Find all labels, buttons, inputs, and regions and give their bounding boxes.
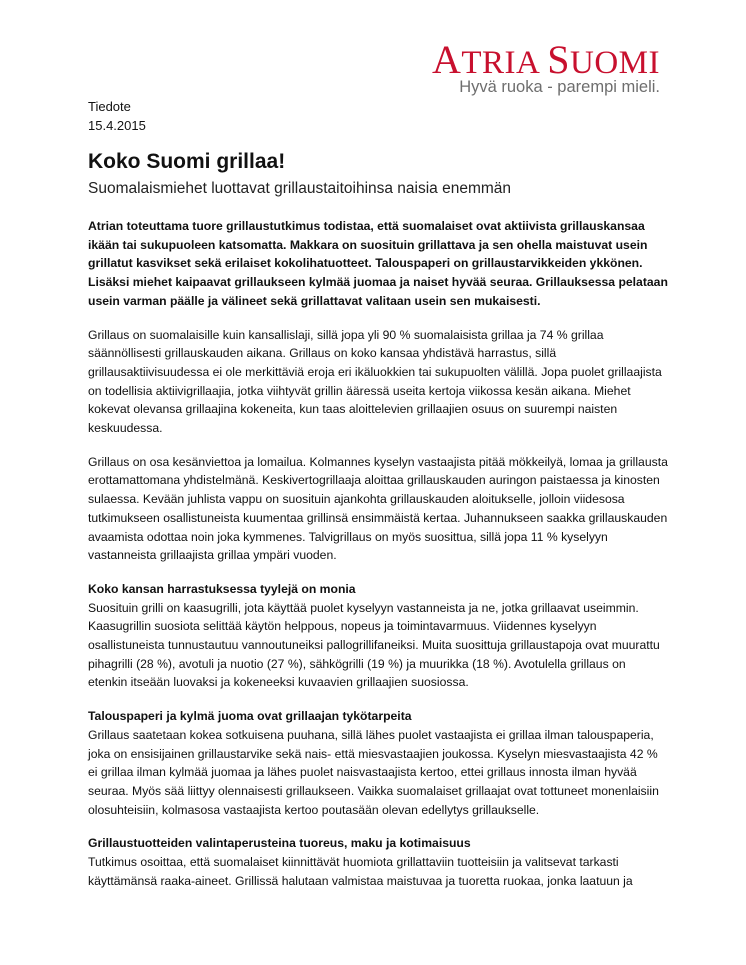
atria-suomi-logo xyxy=(420,38,670,104)
document-meta xyxy=(88,97,146,135)
document-date: 15.4.2015 xyxy=(88,118,146,133)
section-heading: Grillaustuotteiden valintaperusteina tuoreus, maku ja kotimaisuus xyxy=(88,836,471,851)
page-title: Koko Suomi grillaa! xyxy=(88,150,286,173)
article-body xyxy=(88,217,668,891)
logo-tagline: Hyvä ruoka - parempi mieli. xyxy=(459,78,660,96)
body-paragraph: Grillaus on suomalaisille kuin kansallislaji, sillä jopa yli 90 % suomalaisista grillaa ja 74 % grillaa säännöllisesti grillauskauden aikana. Grillaus on koko kansaa yhdistävä harrastus, sillä grillausaktiivisuudessa ei ole merkittäviä eroja eri ikäluokkien tai sukupuolten välillä. Jopa puolet grillaajista on todellisia aktiivigrillaajia, jotka viihtyvät grillin ääressä useita kertoja viikossa kesän aikana. Miehet kokevat olevansa grillaajina kokeneita, kun taas aloittelevien grillaajien osuus on suurempi naisten keskuudessa. xyxy=(88,327,662,436)
logo-brand-name: ATRIA SUOMI xyxy=(431,37,660,82)
lead-paragraph: Atrian toteuttama tuore grillaustutkimus todistaa, että suomalaiset ovat aktiivista grillauskansaa ikään tai sukupuoleen katsomatta. Makkara on suosituin grillattava ja sen ohella maistuvat usein grillatut kasvikset sekä erilaiset kokolihatuotteet. Talouspaperi on grillaustarvikkeiden ykkönen. Lisäksi miehet kaipaavat grillaukseen kylmää juomaa ja naiset hyvää seuraa. Grillauksessa pelataan usein varman päälle ja välineet sekä grillattavat valitaan usein sen mukaisesti. xyxy=(88,219,668,308)
section-paragraph: Grillaus saatetaan kokea sotkuisena puuhana, sillä lähes puolet vastaajista ei grillaa ilman talouspaperia, joka on ensisijainen grillaustarvike sekä nais- että miesvastaajien joukossa. Kyselyn miesvastaajista 42 % ei grillaa ilman kylmää juomaa ja lähes puolet naisvastaajista kertoo, ettei grillaus innosta ilman hyvää seuraa. Myös sää liittyy olennaisesti grillaukseen. Vaikka suomalaiset grillaajat ovat tottuneet monenlaisiin olosuhteisiin, kolmasosa vastaajista kertoo poutasään olevan edellytys grillaukselle. xyxy=(88,727,659,817)
page-subtitle: Suomalaismiehet luottavat grillaustaitoihinsa naisia enemmän xyxy=(88,180,512,197)
body-paragraph: Grillaus on osa kesänviettoa ja lomailua. Kolmannes kyselyn vastaajista pitää mökkeilyä, lomaa ja grillausta erottamattomana yhdistelmänä. Keskivertogrillaaja aloittaa grillauskauden auringon paistaessa ja kinosten sulaessa. Kevään juhlista vappu on suosituin ajankohta grillauskauden aloitukselle, jolloin viidesosa tutkimukseen osallistuneista kuumentaa grillinsä ensimmäistä kertaa. Juhannukseen saakka grillauskauden avaamista odottaa noin joka kymmenes. Talvigrillaus on myös suosittua, sillä jopa 11 % kyselyyn vastanneista grillaajista grillaa ympäri vuoden. xyxy=(88,454,668,563)
document-type: Tiedote xyxy=(88,99,131,114)
section-heading: Talouspaperi ja kylmä juoma ovat grillaajan tykötarpeita xyxy=(88,709,412,724)
section-paragraph: Tutkimus osoittaa, että suomalaiset kiinnittävät huomiota grillattaviin tuotteisiin ja valitsevat tarkasti käyttämänsä raaka-aineet. Grillissä halutaan valmistaa maistuvaa ja tuoretta ruokaa, jonka laatuun ja xyxy=(88,855,633,888)
section-heading: Koko kansan harrastuksessa tyylejä on monia xyxy=(88,581,356,596)
section-paragraph: Suosituin grilli on kaasugrilli, jota käyttää puolet kyselyyn vastanneista ja ne, jotka grillaavat useimmin. Kaasugrillin suosiota selittää käytön helppous, nopeus ja toimintavarmuus. Viidennes kyselyyn osallistuneista tunnustautuu vannoutuneiksi pallogrillifaneiksi. Muita suosittuja grillaustapoja ovat muurattu pihagrilli (28 %), avotuli ja nuotio (27 %), sähkögrilli (19 %) ja muurikka (18 %). Avotulella grillaus on etenkin itseään luovaksi ja kokeneeksi kuvaavien grillaajien suosiossa. xyxy=(88,600,660,690)
